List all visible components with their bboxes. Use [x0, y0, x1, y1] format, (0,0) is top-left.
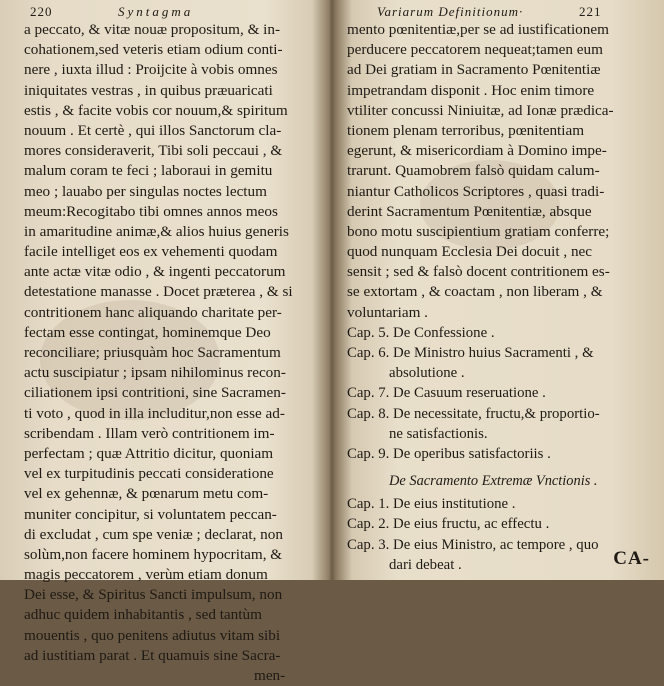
text-line: tionem plenam terroribus, pœnitentiam: [347, 121, 585, 139]
text-line: adhuc quidem inhabitantis , sed tantùm: [24, 606, 262, 624]
text-line: a peccato, & vitæ nouæ propositum, & in-: [24, 21, 281, 38]
left-page: [0, 0, 330, 684]
left-page-text: [24, 20, 324, 686]
text-line: contritionem hanc aliquando charitate per-: [24, 303, 282, 321]
text-line: men-: [254, 667, 286, 684]
text-line: muniter concipitur, si voluntatem peccan-: [24, 505, 277, 523]
text-line: Cap. 6. De Ministro huius Sacramenti , &: [347, 345, 594, 361]
text-line: Cap. 3. De eius Ministro, ac tempore , quo: [347, 536, 599, 553]
text-line: actu suscipiatur ; ipsam nihilominus recon-: [24, 364, 286, 382]
text-line: Cap. 9. De operibus satisfactoriis .: [347, 445, 551, 462]
text-line: Dei esse, & Spiritus Sancti impulsum, non: [24, 586, 283, 604]
right-page-number: 221: [579, 4, 602, 19]
text-line: trarunt. Quamobrem falsò quidam calum-: [347, 162, 600, 180]
text-line: magis peccatorem , verùm etiam donum: [24, 566, 268, 584]
text-line: Cap. 1. De eius institutione .: [347, 496, 516, 513]
text-line: cohationem,sed veteris etiam odium conti-: [24, 41, 283, 59]
text-line: absolutione .: [389, 365, 465, 382]
text-line: nere , iuxta illud : Proijcite à vobis omnes: [24, 61, 278, 79]
text-line: reconciliare; priusquàm hoc Sacramentum: [24, 344, 281, 361]
section-heading: De Sacramento Extremæ Vnctionis .: [389, 473, 598, 490]
right-page: [333, 0, 664, 580]
text-line: ti voto , quod in illa includitur,non esse ad-: [24, 404, 285, 422]
text-line: vel ex gehennæ, & pœnarum metu com-: [24, 485, 269, 503]
text-line: mores consideraverit, Tibi soli peccaui , &: [24, 142, 283, 160]
text-line: di excludat , cum spe veniæ ; declarat, non: [24, 525, 283, 543]
text-line: solùm,non facere hominem hypocritam, &: [24, 545, 283, 563]
text-line: Cap. 2. De eius fructu, ac effectu .: [347, 516, 550, 533]
text-line: niantur Catholicos Scriptores , quasi tradi-: [347, 182, 605, 200]
text-line: malum coram te feci ; laboraui in gemitu: [24, 162, 273, 180]
text-line: perducere peccatorem nequeat;tamen eum: [347, 41, 603, 59]
text-line: se extortam , & coactam , non liberam , &: [347, 283, 603, 301]
text-line: facile intelliget eos ex vehementi quodam: [24, 243, 278, 261]
right-running-head: Variarum Definitionum·: [377, 4, 524, 19]
left-page-number: 220: [30, 4, 53, 19]
text-line: quod nunquam Ecclesia Dei docuit , nec: [347, 243, 593, 261]
text-line: perfectam ; quæ Attritio dicitur, quoniam: [24, 444, 274, 462]
text-line: mouentis , quo penitens adiutus vitam sibi: [24, 626, 281, 644]
text-line: vtiliter concussi Niniuitæ, ad Ionæ prædica-: [347, 101, 614, 119]
text-line: impetrandam disponit . Hoc enim timore: [347, 81, 595, 99]
text-line: nouum . Et certè , qui illos Sanctorum cla-: [24, 121, 282, 139]
right-page-text: [347, 20, 653, 575]
text-line: ad iustitiam parat . Et quamuis sine Sacra-: [24, 646, 281, 664]
text-line: sensit ; sed & falsò docent contritionem es-: [347, 263, 610, 281]
text-line: Cap. 5. De Confessione .: [347, 324, 495, 341]
text-line: bono motu suscipientium gratiam conferre;: [347, 222, 610, 240]
text-line: ciliationem ipsi contritioni, sine Sacramen-: [24, 384, 286, 402]
text-line: iniquitates vestras , in quibus præuaricati: [24, 81, 273, 99]
text-line: meo ; lauabo per singulas noctes lectum: [24, 182, 267, 200]
text-line: ne satisfactionis.: [389, 425, 488, 442]
text-line: meum:Recogitabo tibi omnes annos meos: [24, 202, 278, 220]
text-line: mento pœnitentiæ,per se ad iustificationem: [347, 21, 609, 38]
text-line: egerunt, & misericordiam à Domino impe-: [347, 142, 607, 160]
catchword: CA-: [613, 548, 650, 569]
text-line: derint Sacramentum Pœnitentiæ, absque: [347, 202, 592, 220]
text-line: Cap. 8. De necessitate, fructu,& proportio-: [347, 405, 600, 422]
left-running-head: Syntagma: [118, 4, 194, 19]
text-line: scribendam . Illam verò contritionem im-: [24, 424, 275, 442]
text-line: voluntariam .: [347, 303, 428, 321]
text-line: dari debeat .: [389, 556, 462, 573]
text-line: fectam esse contingat, hominemque Deo: [24, 323, 271, 341]
text-line: estis , & facite vobis cor nouum,& spiritum: [24, 101, 288, 119]
text-line: in amaritudine animæ,& alios huius generis: [24, 222, 289, 240]
text-line: Cap. 7. De Casuum reseruatione .: [347, 385, 546, 402]
text-line: ante actæ vitæ odio , & ingenti peccatorum: [24, 263, 286, 281]
text-line: vel ex turpitudinis peccati consideratione: [24, 465, 274, 483]
text-line: ad Dei gratiam in Sacramento Pœnitentiæ: [347, 61, 601, 79]
text-line: detestatione manasse . Docet præterea , & si: [24, 283, 293, 301]
